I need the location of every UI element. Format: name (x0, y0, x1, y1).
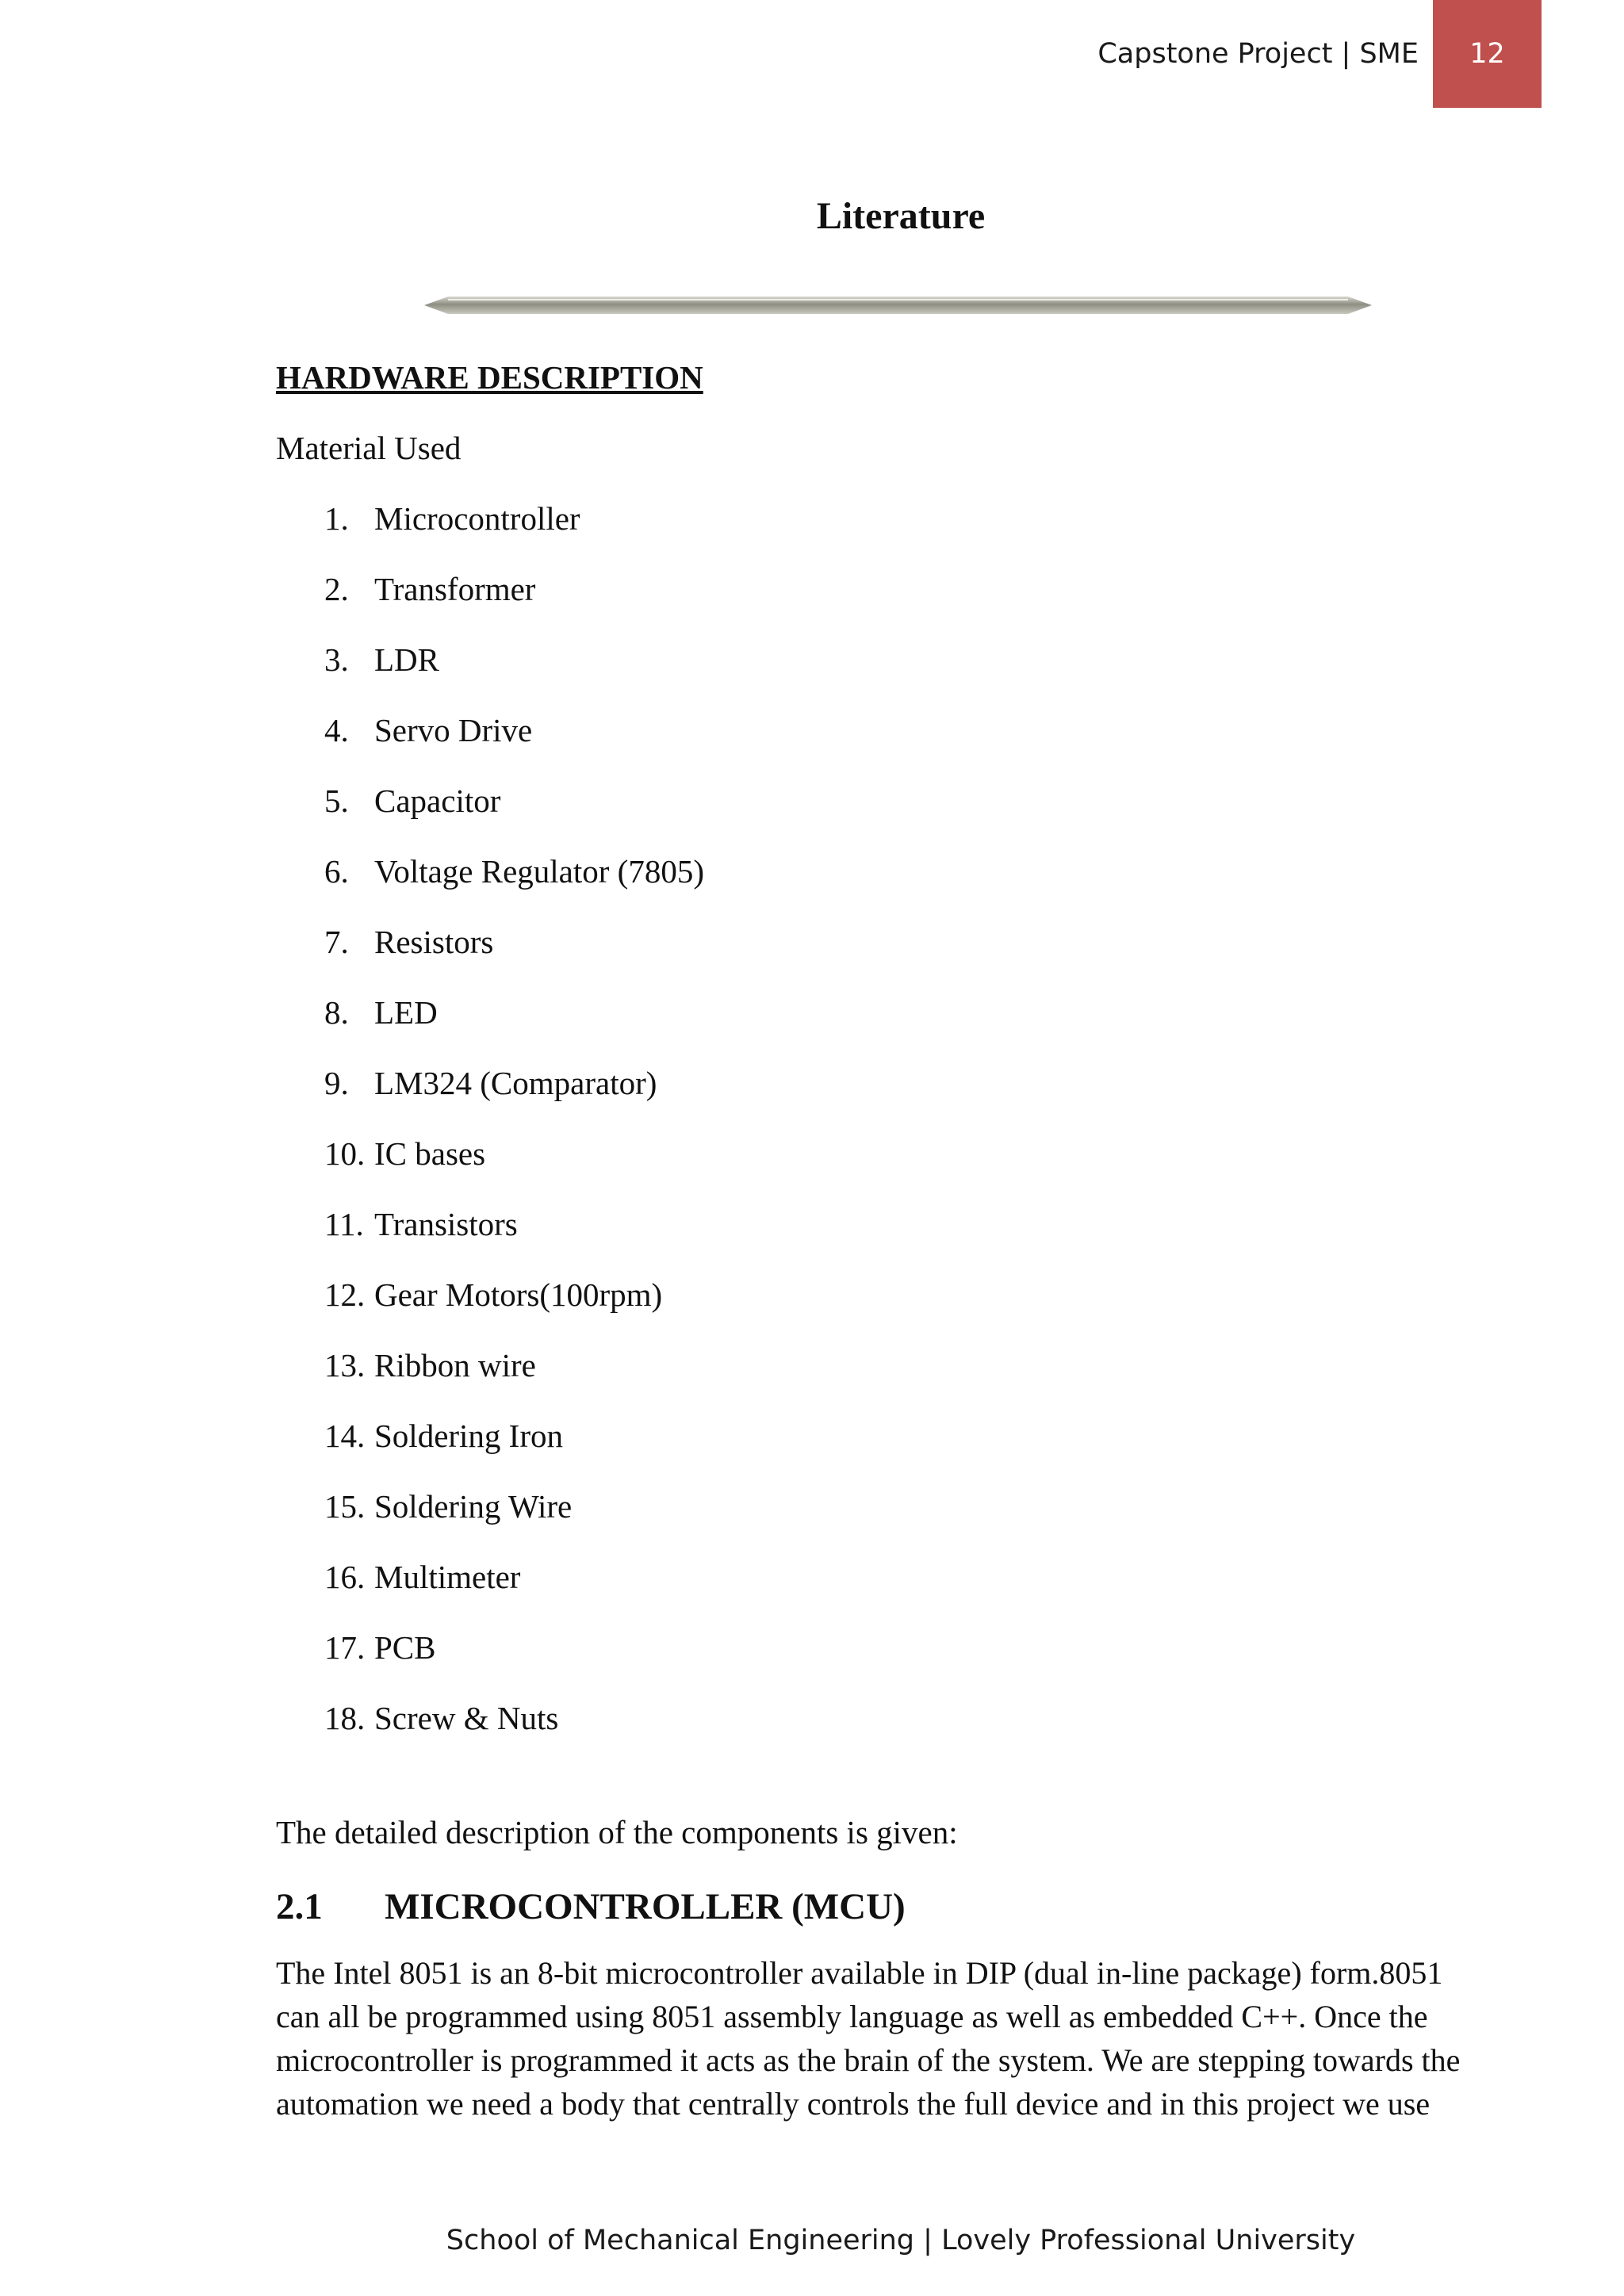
list-item: 17. PCB (324, 1629, 436, 1666)
list-item: 11. Transistors (324, 1206, 518, 1242)
material-label: Material Used (276, 430, 462, 466)
page-number-badge (1433, 0, 1542, 108)
paragraph-line: automation we need a body that centrally controls the full device and in this project we use (276, 2086, 1431, 2122)
list-item: 14. Soldering Iron (324, 1418, 563, 1454)
list-item: 3. LDR (324, 641, 439, 678)
list-item: 5. Capacitor (324, 783, 501, 819)
list-item: 13. Ribbon wire (324, 1347, 536, 1383)
subsection-title: MICROCONTROLLER (MCU) (385, 1886, 906, 1927)
decorative-divider (424, 293, 1372, 317)
page-title: Literature (816, 195, 986, 237)
list-item: 10. IC bases (324, 1135, 486, 1172)
list-item: 8. LED (324, 994, 438, 1031)
subsection-heading (276, 1881, 1513, 1932)
main-content (276, 355, 1513, 2126)
list-item: 18. Screw & Nuts (324, 1700, 559, 1736)
list-item: 2. Transformer (324, 571, 536, 607)
subsection-number: 2.1 (276, 1886, 323, 1927)
page-header (1097, 0, 1542, 108)
list-item: 4. Servo Drive (324, 712, 533, 748)
body-paragraph (276, 1951, 1513, 2126)
list-item: 9. LM324 (Comparator) (324, 1065, 657, 1101)
page-number: 12 (1469, 38, 1505, 70)
paragraph-line: can all be programmed using 8051 assembly language as well as embedded C++. Once the (276, 1999, 1428, 2034)
materials-list (276, 496, 1513, 1740)
list-item: 15. Soldering Wire (324, 1488, 573, 1525)
components-intro: The detailed description of the components is given: (276, 1814, 958, 1850)
list-item: 7. Resistors (324, 924, 494, 960)
list-item: 12. Gear Motors(100rpm) (324, 1276, 663, 1313)
paragraph-line: microcontroller is programmed it acts as the brain of the system. We are stepping towards the (276, 2042, 1461, 2078)
paragraph-line: The Intel 8051 is an 8-bit microcontroller available in DIP (dual in-line package) form.8051 (276, 1955, 1443, 1991)
list-item: 16. Multimeter (324, 1559, 521, 1595)
list-item: 6. Voltage Regulator (7805) (324, 853, 704, 890)
page-footer: School of Mechanical Engineering | Lovely Professional University (446, 2225, 1356, 2256)
list-item: 1. Microcontroller (324, 500, 580, 537)
section-heading: HARDWARE DESCRIPTION (276, 359, 703, 396)
running-title: Capstone Project | SME (1097, 38, 1419, 70)
